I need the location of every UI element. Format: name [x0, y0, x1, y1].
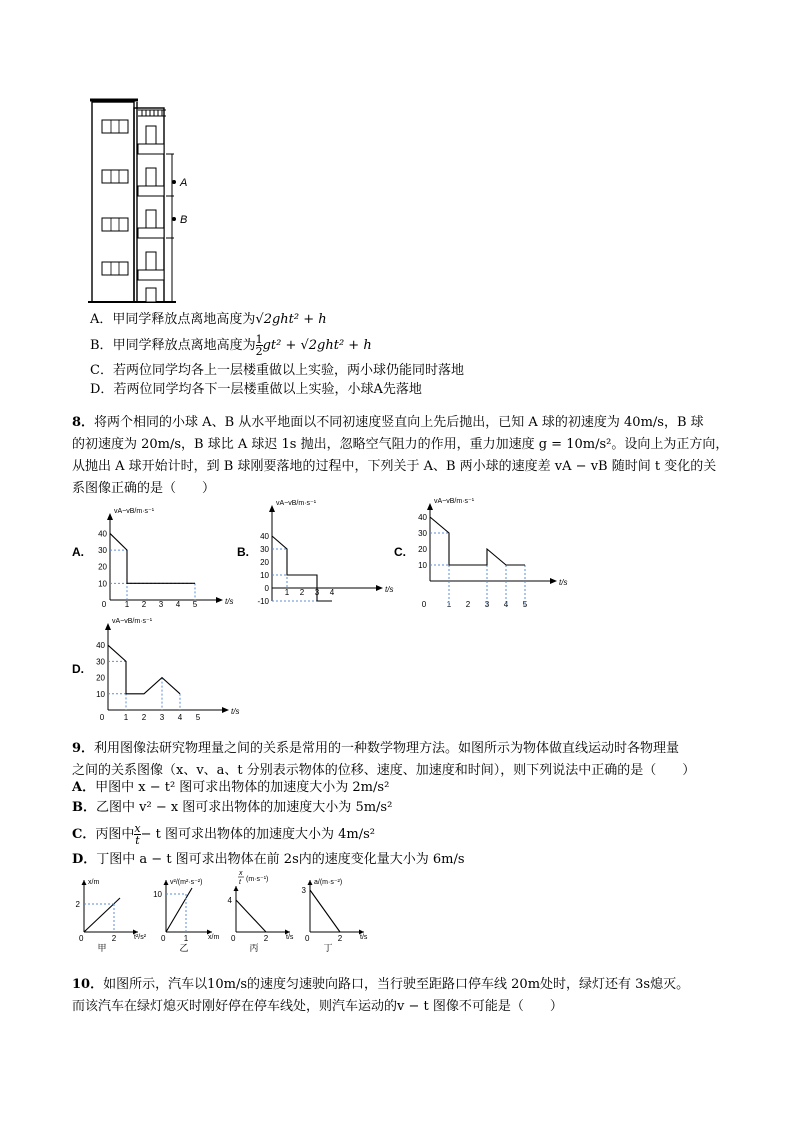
graph-name: 丁: [323, 943, 333, 953]
y-axis-arrow: [82, 880, 87, 885]
option-letter: C．: [72, 827, 96, 842]
q9-option-a: [72, 779, 389, 797]
x-tick-label: 2: [299, 588, 305, 597]
y-tick-label: 40: [98, 529, 107, 539]
x-tick-label: 2: [141, 713, 147, 722]
stem-line: 而该汽车在绿灯熄灭时刚好停在停车线处，则汽车运动的v − t 图像不可能是（ ）: [72, 999, 563, 1014]
graph-9-yi: [146, 872, 226, 958]
option-text: 乙图中 v² − x 图可求出物体的加速度大小为 5m/s²: [96, 800, 393, 815]
option-formula: gt² + √2ght² + h: [262, 338, 372, 353]
y-axis-arrow: [107, 513, 113, 520]
y-tick-label: 40: [96, 641, 105, 651]
y-tick-label: 30: [96, 657, 105, 667]
x-tick-label: 5: [192, 600, 198, 608]
q7-option-b: [90, 334, 372, 357]
stem-line: 之间的关系图像（x、v、a、t 分别表示物体的位移、速度、加速度和时间），则下列说法中正确的是（ ）: [72, 763, 696, 778]
x-tick-label: 3: [484, 600, 490, 608]
y-axis-arrow: [234, 886, 239, 891]
option-text: 丁图中 a − t 图可求出物体在前 2s内的速度变化量大小为 6m/s: [96, 852, 465, 867]
y-tick-label: 20: [98, 562, 107, 572]
x-axis-arrow: [222, 707, 229, 713]
x-tick-label: 4: [175, 600, 181, 608]
y-axis-label: vA−vB/m·s⁻¹: [112, 618, 153, 625]
x-tick-label: 1: [183, 934, 189, 943]
y-axis-arrow: [427, 503, 433, 510]
y-label-den: t: [239, 879, 241, 886]
x-axis-label: t/s: [385, 585, 394, 594]
x-axis-label: t/s: [225, 597, 234, 606]
y-axis-arrow: [308, 880, 313, 885]
y-tick-label: 4: [227, 896, 232, 905]
x-tick-label: 4: [177, 713, 183, 722]
q8-label-b: B.: [237, 545, 249, 559]
y-tick-label: 10: [153, 890, 162, 899]
series-line: [110, 533, 195, 583]
x-tick-label: 2: [337, 934, 343, 943]
question-number: 10．: [72, 977, 104, 992]
y-axis-arrow: [164, 880, 169, 885]
x-axis-arrow: [550, 578, 557, 584]
y-tick-label: 10: [98, 579, 107, 589]
option-letter: D．: [90, 382, 114, 397]
x-tick-label: 1: [284, 588, 290, 597]
option-text: − t 图可求出物体的加速度大小为 4m/s²: [140, 827, 375, 842]
q8-label-d: D.: [72, 662, 84, 676]
option-letter: B．: [90, 338, 113, 353]
y-axis-arrow: [105, 623, 111, 630]
option-text: 甲同学释放点离地高度为: [112, 312, 256, 327]
series-line: [236, 900, 266, 932]
origin-label: 0: [305, 934, 310, 943]
ball-b-label: B: [180, 214, 188, 226]
option-letter: C．: [90, 363, 113, 378]
y-axis-label: vA−vB/m·s⁻¹: [434, 498, 475, 505]
graph-name: 乙: [179, 943, 189, 953]
y-axis-arrow: [269, 505, 275, 512]
frac-den: 2: [255, 345, 263, 358]
question-number: 8．: [72, 415, 95, 430]
y-axis-label: (m·s⁻¹): [246, 876, 269, 883]
series-line: [108, 645, 180, 694]
ball-a-label: A: [180, 177, 188, 189]
option-letter: D．: [72, 852, 97, 867]
y-tick-label: 30: [98, 546, 107, 556]
ball-a-marker: [172, 180, 176, 184]
option-text: 甲同学释放点离地高度为: [112, 338, 256, 353]
x-axis-label: x/m: [208, 934, 220, 941]
y-tick-label: 10: [418, 561, 427, 570]
stem-line: [72, 974, 732, 996]
x-axis-label: t/s: [559, 578, 568, 587]
graph-name: 丙: [249, 943, 259, 953]
y-tick-label: 10: [260, 571, 269, 580]
x-tick-label: 3: [158, 600, 164, 608]
option-text: 若两位同学均各下一层楼重做以上实验，小球A先落地: [113, 382, 422, 397]
q9-option-b: [72, 799, 392, 817]
q9-option-d: [72, 851, 465, 869]
y-tick-label: 0: [264, 584, 269, 593]
y-tick-label: 40: [418, 513, 427, 522]
graph-9-jia: [70, 872, 146, 958]
y-tick-label: 10: [96, 689, 105, 699]
y-label-num: x: [239, 870, 243, 877]
option-formula: √2ght² + h: [255, 312, 327, 327]
q9-stem: [72, 738, 732, 782]
graph-8b: [250, 496, 400, 608]
x-tick-label: 3: [314, 588, 320, 597]
y-tick-label: 20: [96, 673, 105, 683]
stem-line: 从抛出 A 球开始计时，到 B 球刚要落地的过程中，下列关于 A、B 两小球的速度差 vA − vB 随时间 t 变化的关: [72, 459, 717, 474]
q8-stem: [72, 412, 732, 500]
option-letter: A．: [72, 780, 96, 795]
x-tick-label: 2: [465, 600, 471, 608]
x-tick-label: 1: [446, 600, 452, 608]
graph-8d: [86, 614, 256, 724]
q7-option-c: [90, 362, 464, 380]
series-line: [430, 517, 525, 565]
x-axis-label: t/s: [231, 707, 240, 716]
y-tick-label: 40: [260, 532, 269, 541]
origin-label: 0: [161, 934, 166, 943]
frac-num: 1: [255, 333, 263, 346]
x-tick-label: 0: [101, 600, 107, 608]
x-tick-label: 0: [99, 713, 105, 722]
y-tick-label: 3: [301, 886, 306, 895]
q8-label-a: A.: [72, 545, 84, 559]
frac-den: t: [135, 834, 140, 847]
q9-option-c: [72, 823, 375, 846]
q7-option-d: [90, 381, 422, 399]
ball-b-marker: [172, 217, 176, 221]
x-axis-label: t/s: [360, 934, 368, 941]
y-axis-label: vA−vB/m·s⁻¹: [276, 500, 317, 507]
x-tick-label: 2: [111, 934, 117, 943]
x-tick-label: 0: [421, 600, 427, 608]
graph-9-ding: [294, 872, 370, 958]
stem-line: [72, 738, 732, 760]
y-axis-label: v²/(m²·s⁻²): [170, 879, 203, 886]
fraction: [256, 334, 263, 357]
building-figure: [88, 96, 208, 308]
frac-num: x: [134, 822, 141, 835]
y-tick-label: 30: [260, 545, 269, 554]
series-line: [310, 890, 340, 932]
option-letter: A．: [90, 312, 113, 327]
question-number: 9．: [72, 741, 95, 756]
option-text: 甲图中 x − t² 图可求出物体的加速度大小为 2m/s²: [95, 780, 390, 795]
option-text: 若两位同学均各上一层楼重做以上实验，两小球仍能同时落地: [112, 363, 464, 378]
stem-text: 将两个相同的小球 A、B 从水平地面以不同初速度竖直向上先后抛出，已知 A 球的初速度为 40m/s，B 球: [94, 415, 704, 430]
x-tick-label: 3: [159, 713, 165, 722]
x-axis-arrow: [376, 585, 383, 591]
option-text: 丙图中: [95, 827, 135, 842]
origin-label: 0: [231, 934, 236, 943]
x-tick-label: 1: [124, 600, 130, 608]
x-tick-label: 4: [503, 600, 509, 608]
graph-9-bing: [222, 868, 298, 958]
y-tick-label: 2: [75, 900, 80, 909]
y-axis-label: a/(m·s⁻²): [314, 879, 343, 886]
stem-line: 系图像正确的是（ ）: [72, 481, 216, 496]
x-axis-arrow: [216, 597, 223, 603]
x-tick-label: 2: [263, 934, 269, 943]
y-tick-label: 30: [418, 529, 427, 538]
y-tick-label: -10: [257, 597, 269, 606]
q7-option-a: [90, 311, 327, 329]
x-tick-label: 2: [141, 600, 147, 608]
x-tick-label: 5: [195, 713, 201, 722]
graph-8c: [408, 494, 578, 608]
q10-stem: [72, 974, 732, 1018]
y-tick-label: 20: [260, 558, 269, 567]
q8-label-c: C.: [394, 545, 406, 559]
series-line: [166, 888, 192, 932]
x-tick-label: 5: [522, 600, 528, 608]
y-tick-label: 20: [418, 545, 427, 554]
x-tick-label: 1: [123, 713, 129, 722]
x-tick-label: 4: [329, 588, 335, 597]
stem-line: 的初速度为 20m/s，B 球比 A 球迟 1s 抛出，忽略空气阻力的作用，重力加速度 g = 10m/s²。设向上为正方向，: [72, 437, 729, 452]
x-axis-label: t²/s²: [134, 934, 146, 941]
stem-line: [72, 412, 732, 434]
option-letter: B．: [72, 800, 96, 815]
graph-8a: [86, 504, 236, 608]
y-axis-label: vA−vB/m·s⁻¹: [114, 508, 155, 515]
stem-text: 如图所示，汽车以10m/s的速度匀速驶向路口，当行驶至距路口停车线 20m处时，绿灯还有 3s熄灭。: [103, 977, 690, 992]
series-line: [84, 898, 120, 932]
x-axis-label: t/s: [286, 934, 294, 941]
y-axis-label: x/m: [88, 879, 100, 886]
origin-label: 0: [79, 934, 84, 943]
graph-name: 甲: [97, 943, 107, 953]
stem-text: 利用图像法研究物理量之间的关系是常用的一种数学物理方法。如图所示为物体做直线运动时各物理量: [94, 741, 680, 756]
